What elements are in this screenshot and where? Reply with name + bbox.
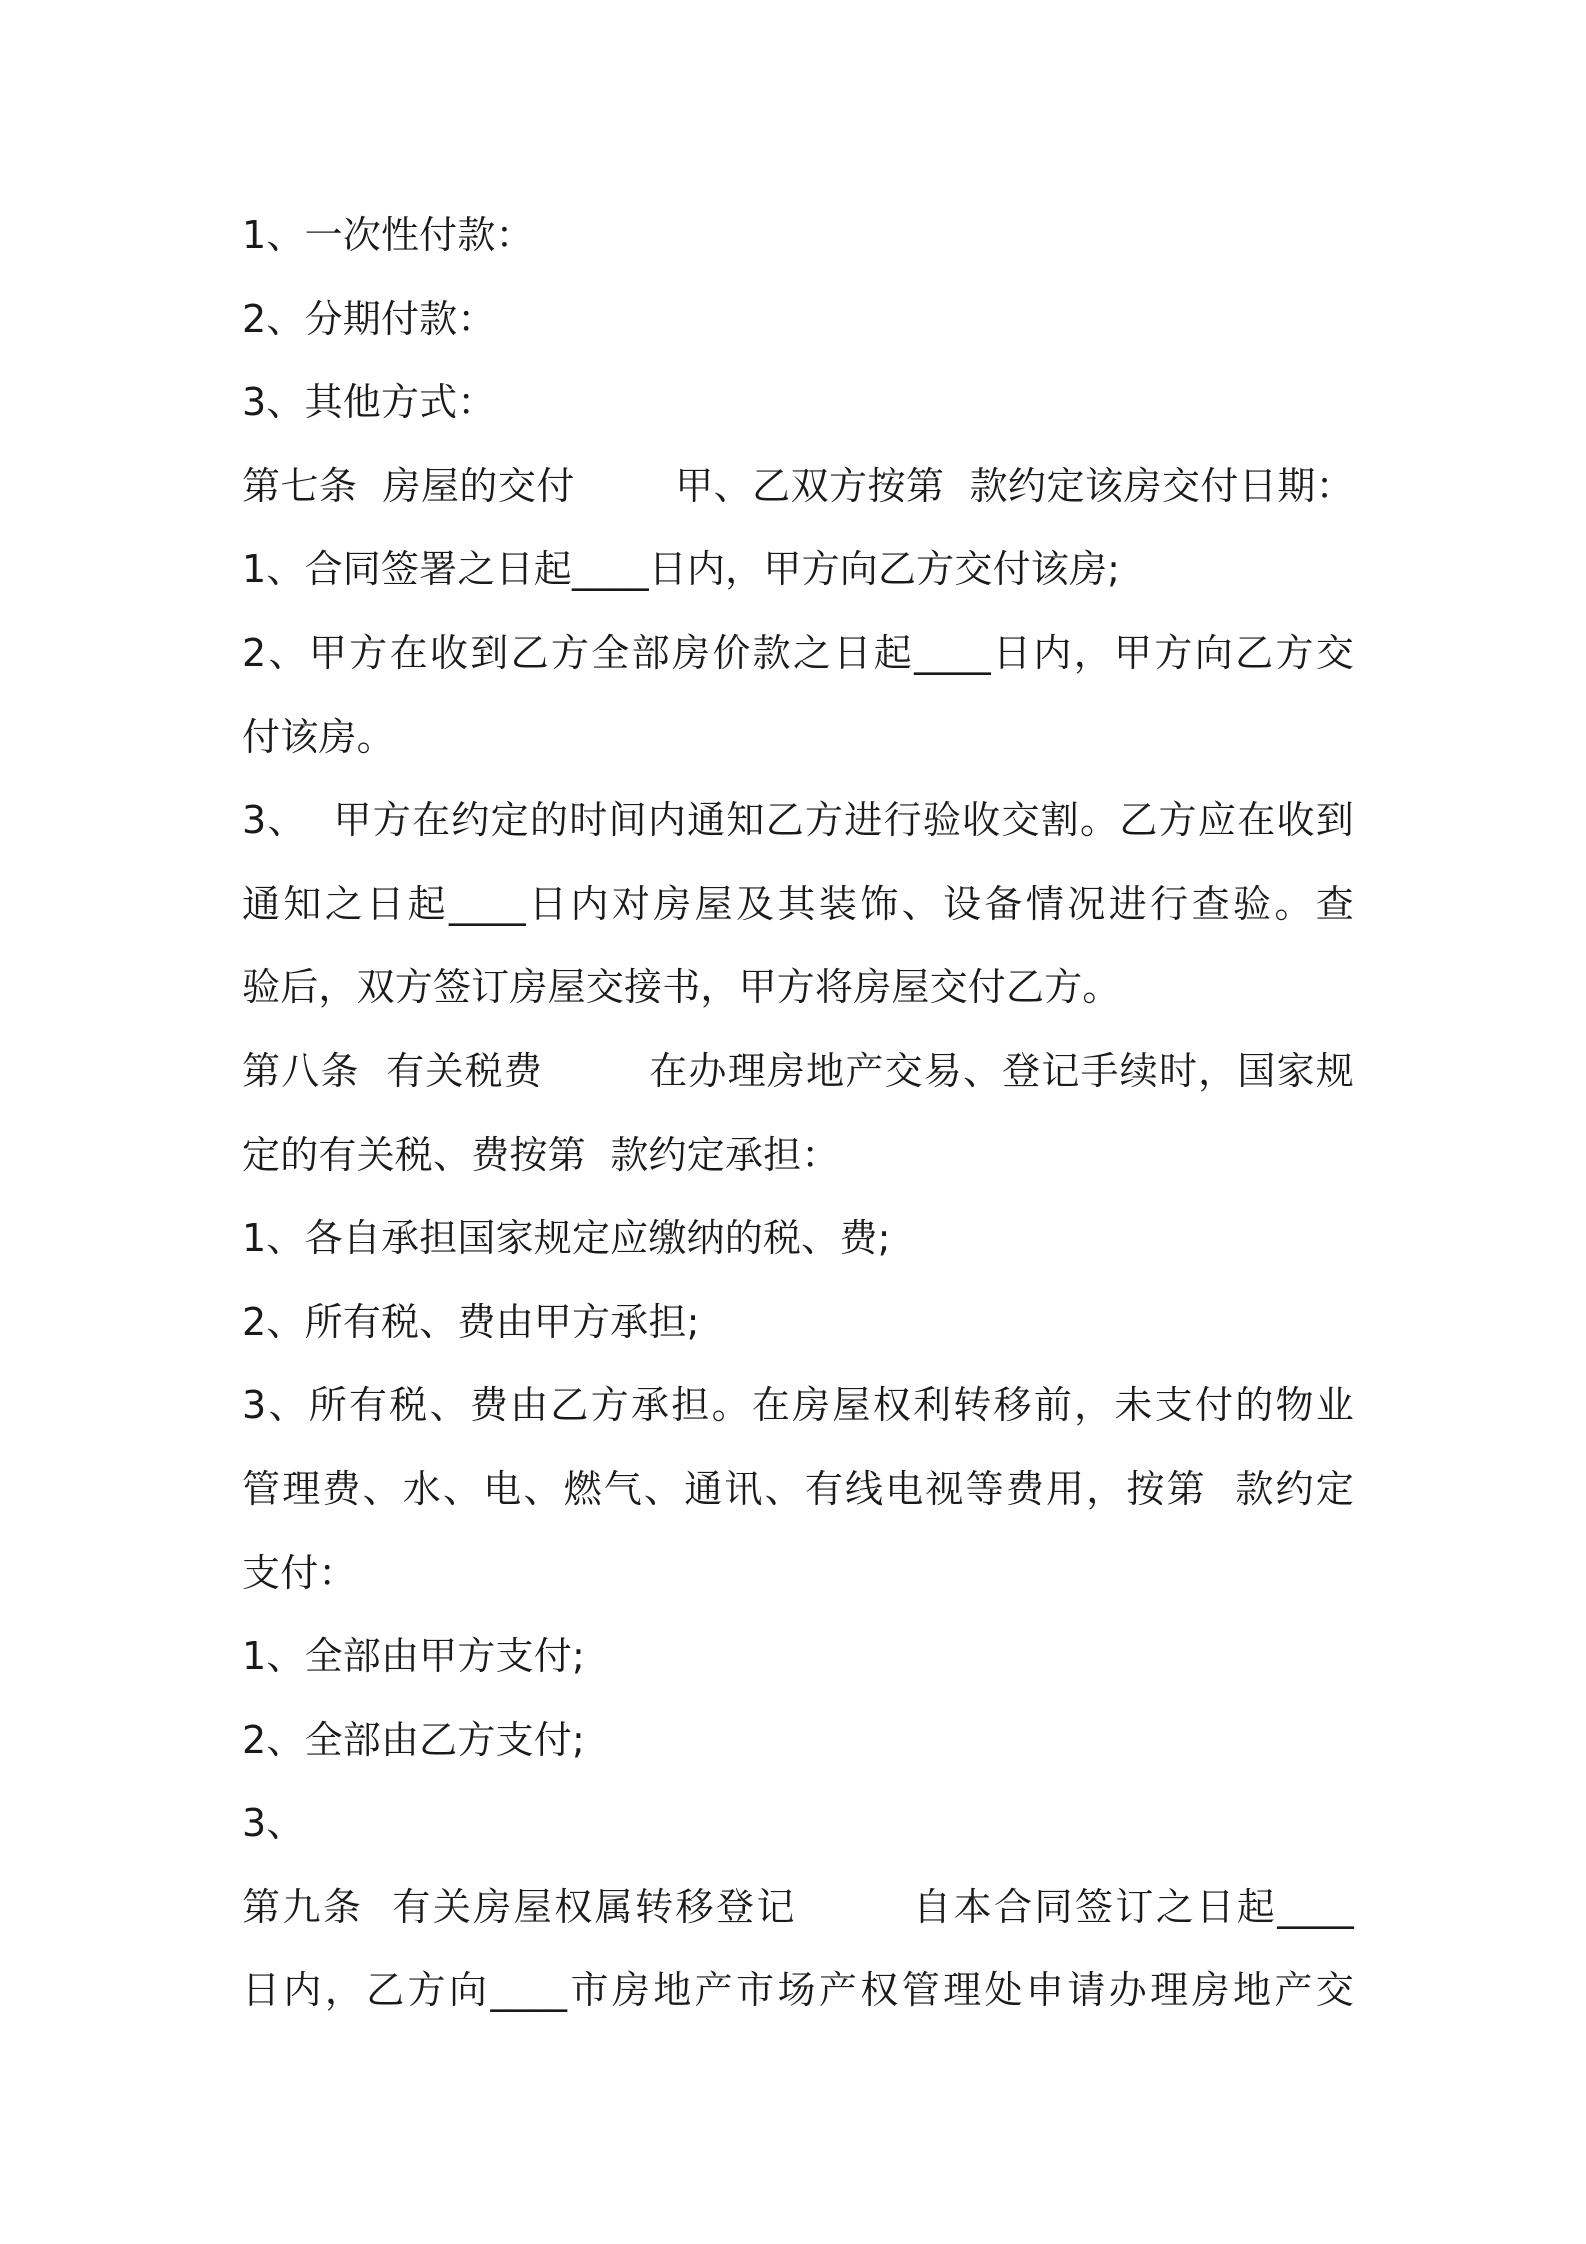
article-8-item-3: 3、所有税、费由乙方承担。在房屋权利转移前，未支付的物业 bbox=[242, 1383, 1354, 1428]
article-9-heading: 第九条 有关房屋权属转移登记 自本合同签订之日起____ bbox=[242, 1884, 1354, 1929]
article-7-item-3: 3、 甲方在约定的时间内通知乙方进行验收交割。乙方应在收到 bbox=[242, 798, 1354, 843]
article-7-item-1: 1、合同签署之日起____日内，甲方向乙方交付该房; bbox=[242, 547, 1121, 592]
article-7-item-2-cont: 付该房。 bbox=[242, 714, 395, 759]
fee-option-2: 2、全部由乙方支付; bbox=[242, 1717, 585, 1762]
article-7-item-2: 2、甲方在收到乙方全部房价款之日起____日内，甲方向乙方交 bbox=[242, 630, 1354, 675]
article-8-item-3-cont-2: 支付： bbox=[242, 1550, 357, 1595]
article-8-item-1: 1、各自承担国家规定应缴纳的税、费; bbox=[242, 1216, 891, 1261]
article-8-item-3-cont-1: 管理费、水、电、燃气、通讯、有线电视等费用，按第 款约定 bbox=[242, 1466, 1354, 1511]
payment-option-1: 1、一次性付款： bbox=[242, 213, 534, 257]
payment-option-2: 2、分期付款： bbox=[242, 296, 496, 341]
article-7-heading: 第七条 房屋的交付 甲、乙双方按第 款约定该房交付日期： bbox=[242, 463, 1354, 508]
article-7-item-3-cont-1: 通知之日起____日内对房屋及其装饰、设备情况进行查验。查 bbox=[242, 881, 1354, 926]
document-body bbox=[242, 194, 1354, 2033]
fee-option-3: 3、 bbox=[242, 1801, 305, 1846]
article-8-item-2: 2、所有税、费由甲方承担; bbox=[242, 1299, 700, 1344]
article-9-heading-cont: 日内，乙方向____市房地产市场产权管理处申请办理房地产交 bbox=[242, 1968, 1354, 2013]
article-7-item-3-cont-2: 验后，双方签订房屋交接书，甲方将房屋交付乙方。 bbox=[242, 965, 1121, 1010]
fee-option-1: 1、全部由甲方支付; bbox=[242, 1634, 585, 1679]
payment-option-3: 3、其他方式： bbox=[242, 380, 496, 425]
article-8-heading: 第八条 有关税费 在办理房地产交易、登记手续时，国家规 bbox=[242, 1048, 1354, 1093]
article-8-heading-cont: 定的有关税、费按第 款约定承担： bbox=[242, 1132, 840, 1177]
